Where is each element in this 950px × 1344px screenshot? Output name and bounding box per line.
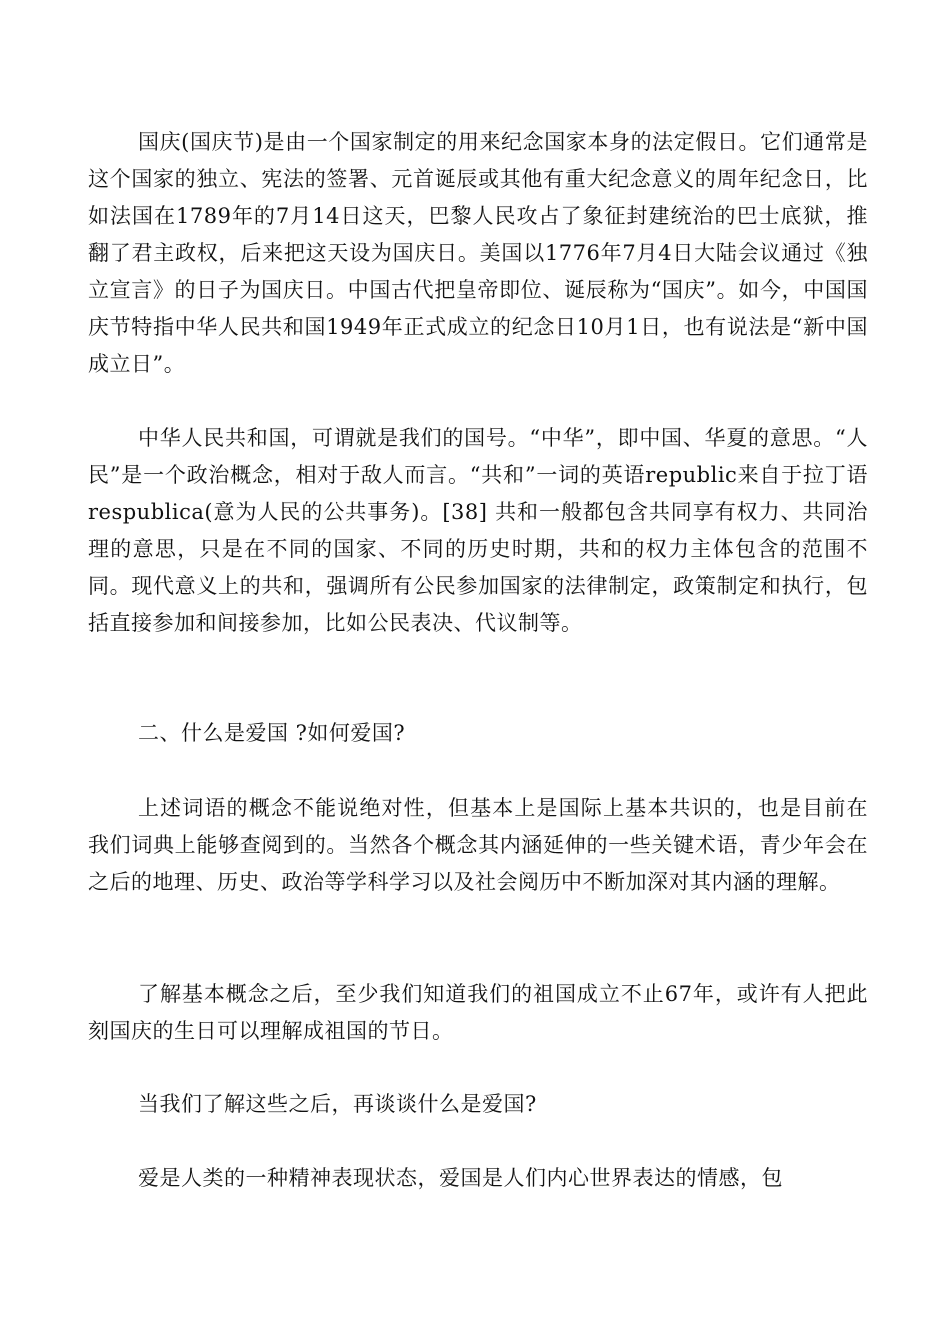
paragraph-motherland-birthday	[88, 976, 868, 1050]
paragraph-text: 上述词语的概念不能说绝对性，但基本上是国际上基本共识的，也是目前在我们词典上能够查阅到的。当然各个概念其内涵延伸的一些关键术语，青少年会在之后的地理、历史、政治等学科学习以及社会阅历中不断加深对其内涵的理解。	[88, 796, 868, 894]
paragraph-national-day-definition	[88, 124, 868, 383]
paragraph-text: 中华人民共和国，可谓就是我们的国号。“中华”，即中国、华夏的意思。“人民”是一个政治概念，相对于敌人而言。“共和”一词的英语republic来自于拉丁语respublica(意为人民的公共事务)。[38] 共和一般都包含共同享有权力、共同治理的意思，只是在不同的国家、不同的历史时期，共和的权力主体包含的范围不同。现代意义上的共和，强调所有公民参加国家的法律制定，政策制定和执行，包括直接参加和间接参加，比如公民表决、代议制等。	[88, 426, 868, 635]
section-heading-text: 二、什么是爱国 ?如何爱国?	[138, 721, 406, 745]
section-heading-what-is-patriotism	[88, 715, 868, 752]
paragraph-text: 了解基本概念之后，至少我们知道我们的祖国成立不止67年，或许有人把此刻国庆的生日可以理解成祖国的节日。	[88, 982, 868, 1043]
paragraph-text: 当我们了解这些之后，再谈谈什么是爱国?	[138, 1092, 537, 1116]
paragraph-discuss-patriotism	[88, 1086, 868, 1123]
paragraph-text: 爱是人类的一种精神表现状态，爱国是人们内心世界表达的情感，包	[138, 1166, 783, 1190]
paragraph-concepts-consensus	[88, 790, 868, 901]
paragraph-text: 国庆(国庆节)是由一个国家制定的用来纪念国家本身的法定假日。它们通常是这个国家的独立、宪法的签署、元首诞辰或其他有重大纪念意义的周年纪念日，比如法国在1789年的7月14日这天，巴黎人民攻占了象征封建统治的巴士底狱，推翻了君主政权，后来把这天设为国庆日。美国以1776年7月4日大陆会议通过《独立宣言》的日子为国庆日。中国古代把皇帝即位、诞辰称为“国庆”。如今，中国国庆节特指中华人民共和国1949年正式成立的纪念日10月1日，也有说法是“新中国成立日”。	[88, 130, 868, 376]
paragraph-prc-name-meaning	[88, 420, 868, 642]
paragraph-love-definition	[88, 1160, 868, 1197]
